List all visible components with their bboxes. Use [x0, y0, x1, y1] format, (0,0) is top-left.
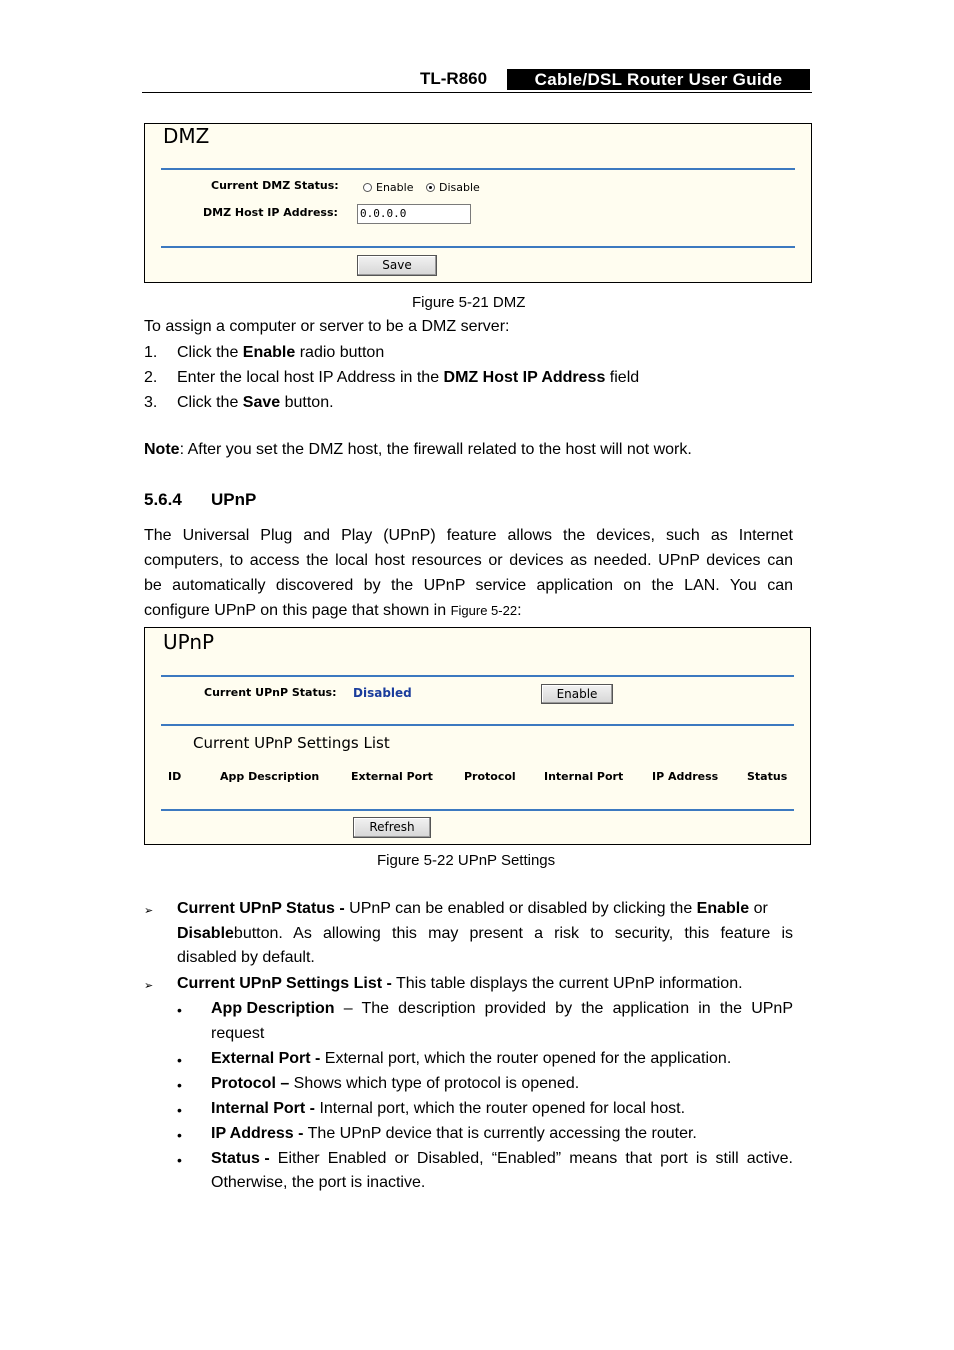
save-button[interactable]: Save [357, 255, 437, 276]
upnp-intro-line-4 [144, 602, 522, 620]
dot-bullet-icon: • [177, 1127, 182, 1143]
header-guide-title: Cable/DSL Router User Guide [507, 69, 810, 90]
item-external-port [211, 1050, 731, 1068]
dmz-host-ip-input[interactable]: 0.0.0.0 [357, 204, 471, 224]
column-external-port: External Port [351, 770, 433, 783]
dmz-enable-radio[interactable] [363, 181, 413, 194]
bullet-status-line-2 [177, 925, 793, 943]
item-protocol [211, 1075, 579, 1093]
step-text-post: radio button [295, 344, 385, 361]
item-bold: Protocol – [211, 1075, 290, 1092]
section-title: UPnP [211, 490, 257, 509]
step-text-pre: Enter the local host IP Address in the [177, 369, 444, 386]
step-text-pre: Click the [177, 394, 243, 411]
bullet-status-disable: Disable [177, 925, 234, 942]
bullet-list [177, 975, 743, 993]
bullet-status-or: or [749, 900, 768, 917]
bullet-list-bold: Current UPnP Settings List - [177, 975, 392, 992]
figure-reference: Figure 5-22 [450, 603, 518, 618]
bullet-status-bold: Current UPnP Status - [177, 900, 345, 917]
upnp-status-value: Disabled [353, 686, 412, 700]
dot-bullet-icon: • [177, 1002, 182, 1018]
column-status: Status [747, 770, 788, 783]
step-text-bold: Save [242, 394, 281, 411]
dot-bullet-icon: • [177, 1102, 182, 1118]
dmz-top-rule [161, 168, 795, 170]
refresh-button[interactable]: Refresh [353, 817, 431, 838]
upnp-enable-button[interactable]: Enable [541, 684, 613, 704]
item-app-description [211, 1000, 793, 1018]
section-number: 5.6.4 [144, 490, 182, 509]
item-text: The UPnP device that is currently accessing the router. [303, 1125, 697, 1142]
item-text: – The description provided by the application in the UPnP [334, 1000, 793, 1017]
bullet-status-enable: Enable [696, 900, 750, 917]
step-text-bold: Enable [242, 344, 296, 361]
enable-radio-circle[interactable] [363, 183, 372, 192]
upnp-list-title: Current UPnP Settings List [193, 734, 390, 752]
item-text: Either Enabled or Disabled, “Enabled” means that port is still active. [269, 1150, 793, 1167]
item-text: Internal port, which the router opened for local host. [315, 1100, 686, 1117]
item-status [211, 1150, 793, 1168]
bullet-status-line-1 [177, 900, 768, 918]
upnp-middle-rule [161, 724, 794, 726]
column-ip-address: IP Address [652, 770, 719, 783]
bullet-status-line-3: disabled by default. [177, 949, 315, 966]
step-text-post: field [605, 369, 640, 386]
item-text: External port, which the router opened for the application. [320, 1050, 732, 1067]
upnp-intro-line-2: computers, to access the local host resources or devices as needed. UPnP devices can [144, 552, 793, 569]
figure-22-caption: Figure 5-22 UPnP Settings [377, 852, 556, 869]
dmz-disable-radio[interactable] [426, 181, 480, 194]
step-number: 1. [144, 344, 158, 361]
column-protocol: Protocol [464, 770, 516, 783]
upnp-top-rule [161, 675, 794, 677]
dmz-status-label: Current DMZ Status: [211, 179, 339, 192]
column-app-description: App Description [220, 770, 320, 783]
bullet-list-text: This table displays the current UPnP information. [391, 975, 743, 992]
dmz-panel [144, 123, 812, 283]
upnp-intro-line-3: be automatically discovered by the UPnP service application on the LAN. You can [144, 577, 793, 594]
item-bold: External Port - [211, 1050, 321, 1067]
upnp-status-label: Current UPnP Status: [204, 686, 337, 699]
item-bold: App Description [211, 1000, 335, 1017]
dot-bullet-icon: • [177, 1052, 182, 1068]
header-rule [142, 92, 812, 93]
step-text [177, 369, 639, 387]
item-bold: IP Address - [211, 1125, 304, 1142]
step-text-post: button. [280, 394, 334, 411]
step-text-bold: DMZ Host IP Address [443, 369, 606, 386]
item-bold: Status - [211, 1150, 270, 1167]
note-text: : After you set the DMZ host, the firewall related to the host will not work. [179, 441, 692, 458]
bullet-status-text: UPnP can be enabled or disabled by clicking the [344, 900, 697, 917]
step-number: 3. [144, 394, 158, 411]
upnp-panel [144, 627, 811, 845]
item-text: Shows which type of protocol is opened. [289, 1075, 580, 1092]
item-internal-port [211, 1100, 685, 1118]
arrow-bullet-icon: ➢ [144, 905, 154, 917]
item-status-cont: Otherwise, the port is inactive. [211, 1174, 426, 1191]
intro-colon: : [517, 602, 522, 619]
step-text [177, 344, 384, 362]
enable-radio-label: Enable [376, 181, 414, 194]
figure-21-caption: Figure 5-21 DMZ [412, 294, 526, 311]
intro-text: configure UPnP on this page that shown in [144, 602, 451, 619]
dot-bullet-icon: • [177, 1152, 182, 1168]
note [144, 441, 692, 459]
dmz-intro: To assign a computer or server to be a DMZ server: [144, 318, 510, 335]
item-bold: Internal Port - [211, 1100, 316, 1117]
dmz-host-ip-label: DMZ Host IP Address: [203, 206, 338, 219]
header-model: TL-R860 [420, 69, 488, 88]
item-ip-address [211, 1125, 697, 1143]
item-app-description-cont: request [211, 1025, 265, 1042]
disable-radio-circle[interactable] [426, 183, 435, 192]
column-id: ID [168, 770, 182, 783]
step-text-pre: Click the [177, 344, 243, 361]
upnp-intro-line-1: The Universal Plug and Play (UPnP) feature allows the devices, such as Internet [144, 527, 793, 544]
dot-bullet-icon: • [177, 1077, 182, 1093]
arrow-bullet-icon: ➢ [144, 980, 154, 992]
bullet-status-text-2: button. As allowing this may present a risk to security, this feature is [233, 925, 793, 942]
upnp-bottom-rule [161, 809, 794, 811]
dmz-panel-title: DMZ [163, 124, 210, 148]
step-text [177, 394, 334, 412]
dmz-bottom-rule [161, 246, 795, 248]
upnp-panel-title: UPnP [163, 630, 215, 654]
step-number: 2. [144, 369, 158, 386]
note-label: Note [144, 441, 180, 458]
disable-radio-label: Disable [439, 181, 480, 194]
column-internal-port: Internal Port [544, 770, 624, 783]
